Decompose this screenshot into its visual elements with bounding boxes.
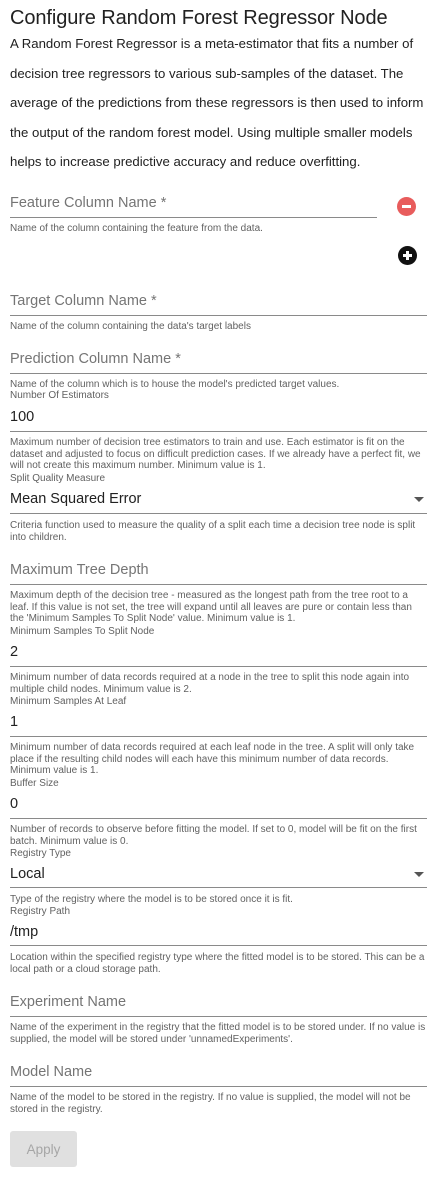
- min-samples-split-helper: Minimum number of data records required at a node in the tree to split this node again into multiple child nodes. Minimum value is 2.: [10, 672, 410, 695]
- split-quality-select[interactable]: Mean Squared Error: [10, 491, 142, 507]
- page-title: Configure Random Forest Regressor Node: [10, 7, 388, 29]
- max-tree-depth-underline: [10, 584, 427, 585]
- registry-type-helper: Type of the registry where the model is to be stored once it is fit.: [10, 894, 293, 905]
- max-tree-depth-input[interactable]: Maximum Tree Depth: [10, 562, 149, 578]
- buffer-size-label: Buffer Size: [10, 778, 59, 789]
- remove-feature-button[interactable]: [397, 197, 416, 216]
- prediction-column-helper: Name of the column which is to house the model's predicted target values.: [10, 379, 340, 390]
- target-column-helper: Name of the column containing the data's target labels: [10, 321, 251, 332]
- min-samples-leaf-input[interactable]: 1: [10, 714, 19, 730]
- experiment-name-helper: Name of the experiment in the registry that the fitted model is to be stored under. If no value is supplied, the model will be stored under 'unnamedExperiments'.: [10, 1022, 426, 1045]
- experiment-name-input[interactable]: Experiment Name: [10, 994, 127, 1010]
- model-name-helper: Name of the model to be stored in the registry. If no value is supplied, the model will not be stored in the registry.: [10, 1092, 411, 1115]
- registry-path-input[interactable]: /tmp: [10, 924, 39, 940]
- caret-down-icon[interactable]: [414, 497, 424, 502]
- split-quality-helper: Criteria function used to measure the quality of a split each time a decision tree node is split into children.: [10, 520, 416, 543]
- split-quality-label: Split Quality Measure: [10, 473, 106, 484]
- num-estimators-underline: [10, 431, 427, 432]
- buffer-size-helper: Number of records to observe before fitting the model. If set to 0, model will be fit on the first batch. Minimum value is 0.: [10, 824, 417, 847]
- split-quality-underline: [10, 513, 427, 514]
- registry-path-helper: Location within the specified registry type where the fitted model is to be stored. This can be a local path or a cloud storage path.: [10, 952, 425, 975]
- minus-circle-icon: [402, 205, 411, 207]
- prediction-column-input[interactable]: Prediction Column Name *: [10, 351, 181, 367]
- min-samples-split-label: Minimum Samples To Split Node: [10, 626, 155, 637]
- num-estimators-input[interactable]: 100: [10, 409, 35, 425]
- apply-button[interactable]: Apply: [10, 1131, 77, 1167]
- feature-column-input[interactable]: Feature Column Name *: [10, 195, 167, 211]
- num-estimators-helper: Maximum number of decision tree estimators to train and use. Each estimator is fit on the dataset and adjusted to focus on difficult prediction cases. If we already have a perfect fit, we will not create this maximum number. Minimum value is 1.: [10, 437, 421, 472]
- add-feature-button[interactable]: [398, 246, 417, 265]
- feature-column-underline: [10, 217, 377, 218]
- registry-path-underline: [10, 945, 427, 946]
- registry-type-label: Registry Type: [10, 848, 71, 859]
- model-name-input[interactable]: Model Name: [10, 1064, 93, 1080]
- min-samples-leaf-underline: [10, 736, 427, 737]
- experiment-name-underline: [10, 1016, 427, 1017]
- plus-circle-icon: [403, 251, 412, 260]
- model-name-underline: [10, 1086, 427, 1087]
- buffer-size-underline: [10, 818, 427, 819]
- registry-type-underline: [10, 887, 427, 888]
- min-samples-leaf-helper: Minimum number of data records required at each leaf node in the tree. A split will only take place if the resulting child nodes will each have this minimum number of data records. Minimum value is 1.: [10, 742, 415, 777]
- min-samples-split-input[interactable]: 2: [10, 644, 19, 660]
- target-column-input[interactable]: Target Column Name *: [10, 293, 157, 309]
- registry-path-label: Registry Path: [10, 906, 71, 917]
- page-description: A Random Forest Regressor is a meta-estimator that fits a number of decision tree regressors to various sub-samples of the dataset. The average of the predictions from these regressors is then used to inform the output of the random forest model. Using multiple smaller models helps to increase predictive accuracy and reduce overfitting.: [10, 36, 424, 169]
- min-samples-split-underline: [10, 666, 427, 667]
- max-tree-depth-helper: Maximum depth of the decision tree - measured as the longest path from the tree root to a leaf. If this value is not set, the tree will expand until all leaves are pure or contain less than the 'Minimum Samples To Split Node' value. Minimum value is 1.: [10, 590, 412, 625]
- feature-column-helper: Name of the column containing the feature from the data.: [10, 223, 263, 234]
- target-column-underline: [10, 315, 427, 316]
- registry-type-select[interactable]: Local: [10, 866, 45, 882]
- num-estimators-label: Number Of Estimators: [10, 390, 109, 401]
- caret-down-icon[interactable]: [414, 872, 424, 877]
- min-samples-leaf-label: Minimum Samples At Leaf: [10, 696, 127, 707]
- prediction-column-underline: [10, 373, 427, 374]
- buffer-size-input[interactable]: 0: [10, 796, 19, 812]
